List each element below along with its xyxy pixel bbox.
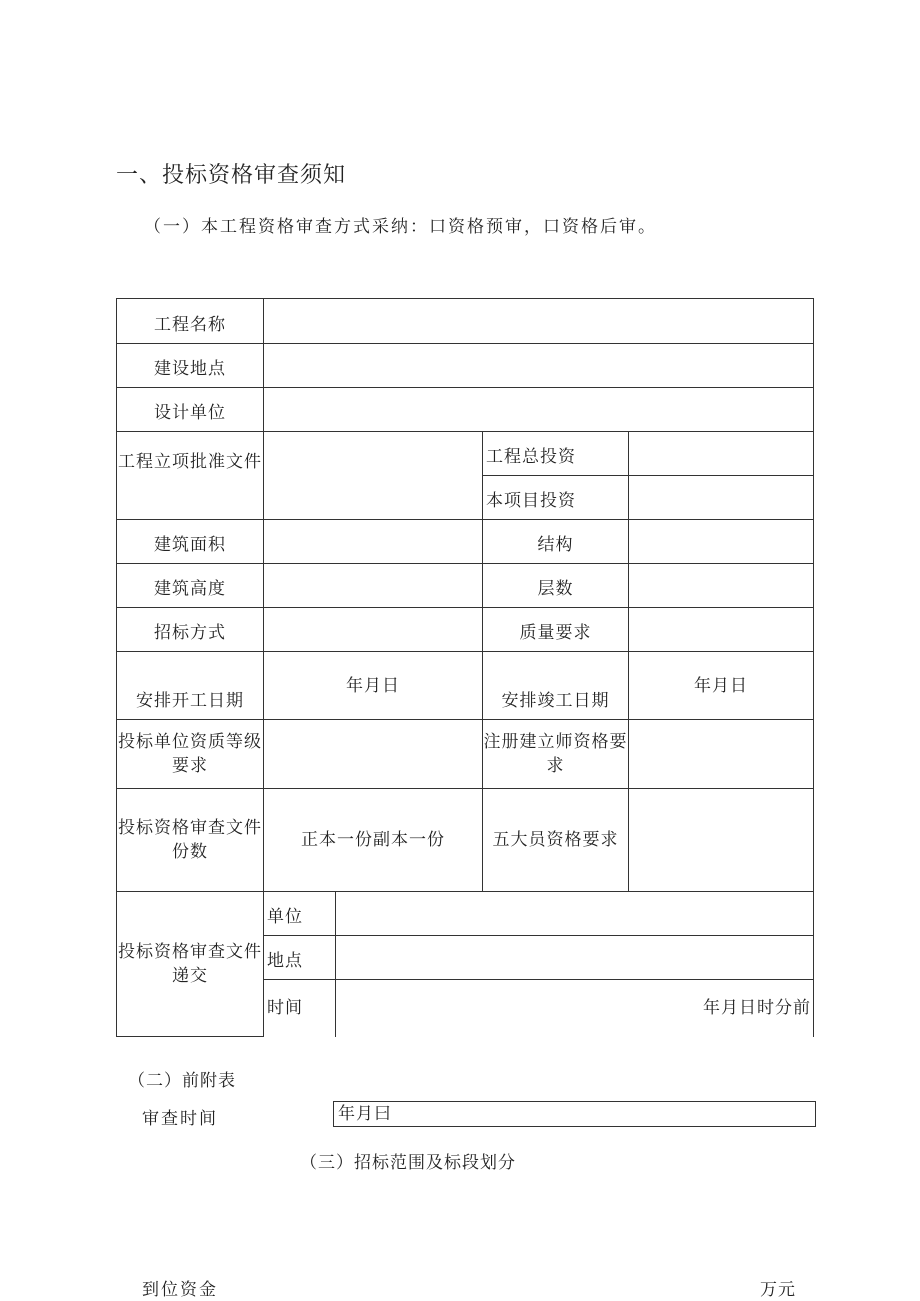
- label-submit-place: 地点: [264, 936, 336, 980]
- section-2-title: （二）前附表: [128, 1071, 236, 1091]
- label-design-unit: 设计单位: [117, 388, 264, 432]
- section-heading: 一、投标资格审查须知: [116, 163, 347, 188]
- funds-label: 到位资金: [142, 1280, 218, 1300]
- value-approval-doc[interactable]: [264, 432, 483, 520]
- value-structure[interactable]: [629, 520, 814, 564]
- value-floor-area[interactable]: [264, 520, 483, 564]
- label-structure: 结构: [483, 520, 629, 564]
- value-project-name[interactable]: [264, 299, 814, 344]
- label-qualification-level: 投标单位资质等级要求: [117, 720, 264, 789]
- funds-unit: 万元: [760, 1280, 796, 1300]
- value-submit-time[interactable]: 年月日时分前: [336, 980, 814, 1037]
- project-info-table: [116, 298, 814, 1037]
- value-tender-method[interactable]: [264, 608, 483, 652]
- value-building-height[interactable]: [264, 564, 483, 608]
- label-submit-time: 时间: [264, 980, 336, 1037]
- label-project-name: 工程名称: [117, 299, 264, 344]
- value-five-staff[interactable]: [629, 789, 814, 892]
- label-submission: 投标资格审查文件递交: [117, 892, 264, 1037]
- value-submit-unit[interactable]: [336, 892, 814, 936]
- label-submit-unit: 单位: [264, 892, 336, 936]
- label-five-staff: 五大员资格要求: [483, 789, 629, 892]
- label-floors: 层数: [483, 564, 629, 608]
- label-start-date: 安排开工日期: [117, 652, 264, 720]
- value-design-unit[interactable]: [264, 388, 814, 432]
- value-doc-copies[interactable]: 正本一份副本一份: [264, 789, 483, 892]
- value-location[interactable]: [264, 344, 814, 388]
- value-architect-req[interactable]: [629, 720, 814, 789]
- label-building-height: 建筑高度: [117, 564, 264, 608]
- label-tender-method: 招标方式: [117, 608, 264, 652]
- label-floor-area: 建筑面积: [117, 520, 264, 564]
- label-quality: 质量要求: [483, 608, 629, 652]
- review-time-field[interactable]: 年月曰: [333, 1101, 816, 1127]
- label-end-date: 安排竣工日期: [483, 652, 629, 720]
- label-location: 建设地点: [117, 344, 264, 388]
- value-submit-place[interactable]: [336, 936, 814, 980]
- value-floors[interactable]: [629, 564, 814, 608]
- label-doc-copies: 投标资格审查文件份数: [117, 789, 264, 892]
- label-total-investment: 工程总投资: [483, 432, 629, 476]
- value-start-date[interactable]: 年月日: [264, 652, 483, 720]
- value-quality[interactable]: [629, 608, 814, 652]
- label-this-investment: 本项目投资: [483, 476, 629, 520]
- review-time-label: 审查时间: [142, 1109, 218, 1129]
- section-3-title: （三）招标范围及标段划分: [300, 1153, 516, 1173]
- value-this-investment[interactable]: [629, 476, 814, 520]
- review-method-line: （一）本工程资格审查方式采纳：口资格预审，口资格后审。: [144, 217, 657, 237]
- value-qualification-level[interactable]: [264, 720, 483, 789]
- label-architect-req: 注册建立师资格要求: [483, 720, 629, 789]
- value-total-investment[interactable]: [629, 432, 814, 476]
- value-end-date[interactable]: 年月日: [629, 652, 814, 720]
- label-approval-doc: 工程立项批准文件: [117, 432, 264, 520]
